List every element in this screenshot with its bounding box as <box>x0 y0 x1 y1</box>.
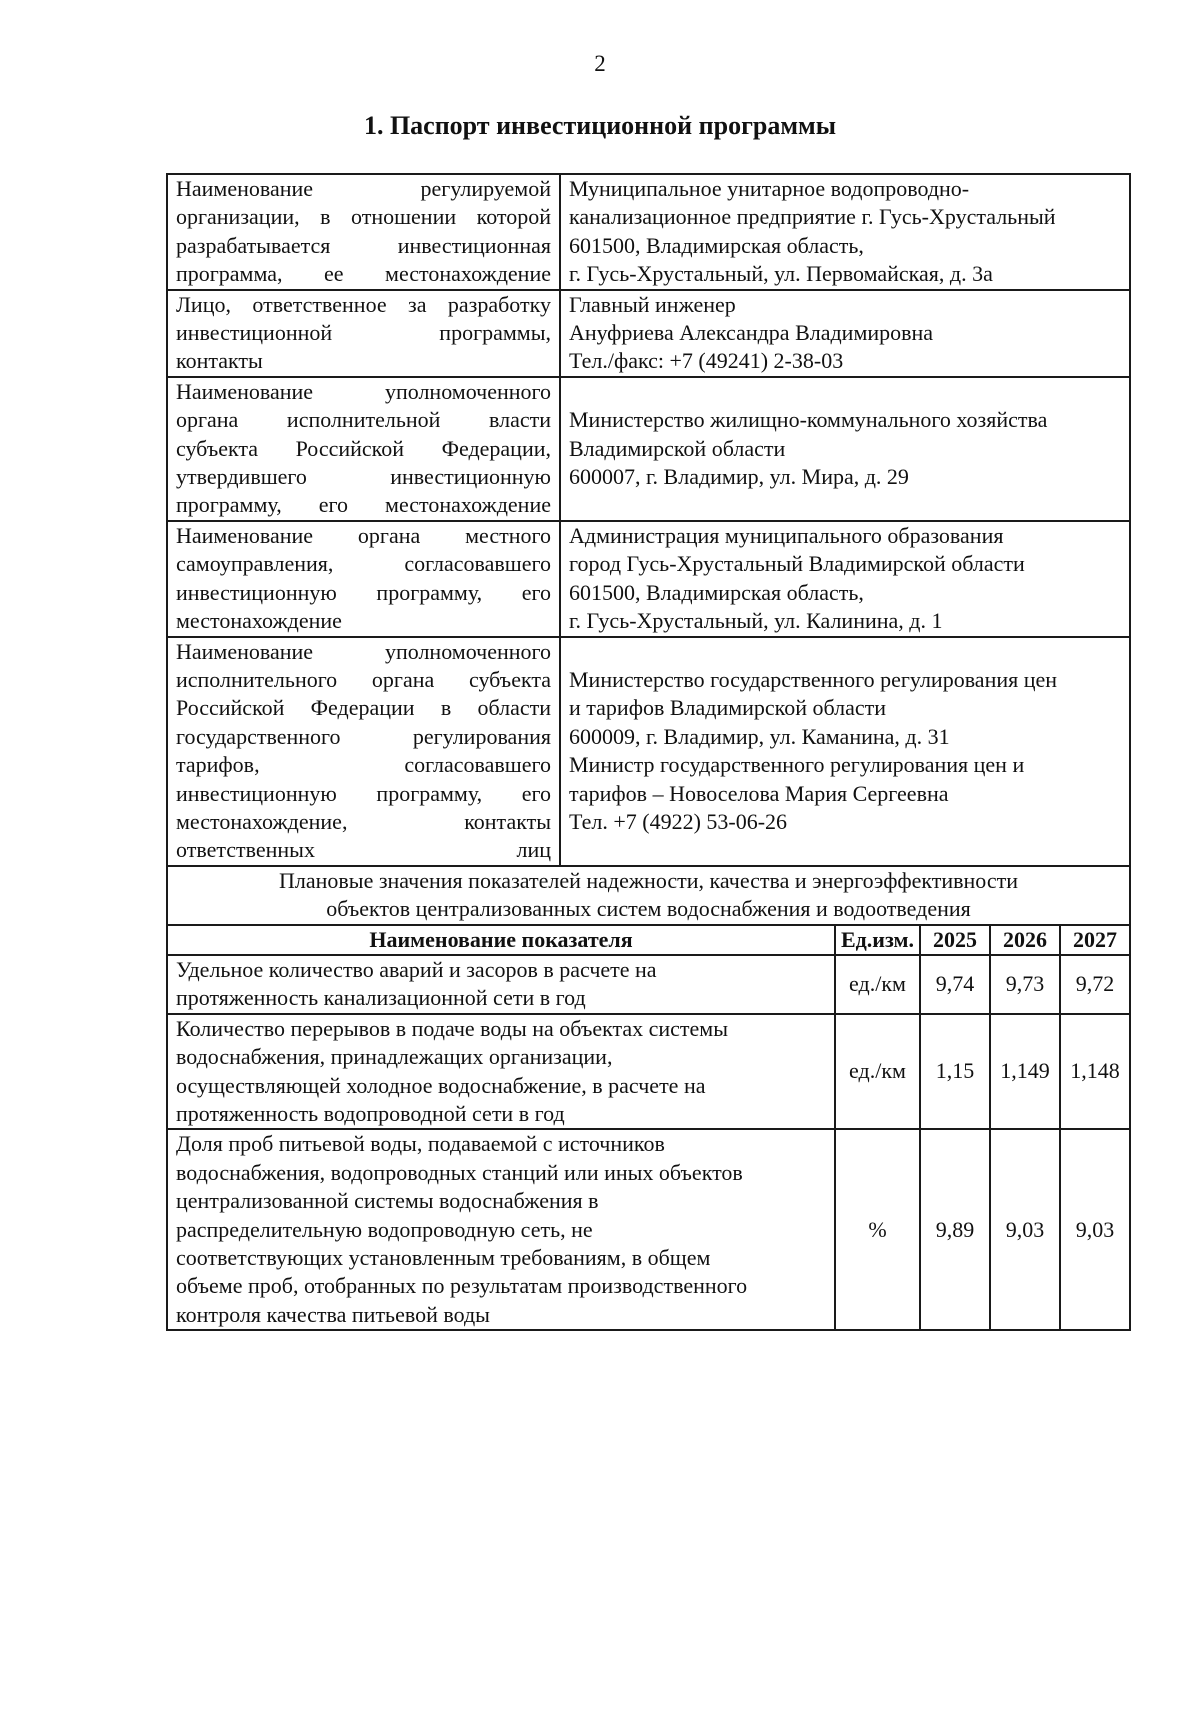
passport-label-approving-authority: Наименование уполномоченного органа исполнительной власти субъекта Российской Федерации, утвердившего инвестиционную программу, его местонахождение <box>167 377 560 521</box>
indicator-row <box>167 1129 1130 1330</box>
passport-label-tariff-authority: Наименование уполномоченного исполнительного органа субъекта Российской Федерации в области государственного регулирования тарифов, согласовавшего инвестиционную программу, его местонахождение, контакты ответственных лиц <box>167 637 560 866</box>
passport-row-organization <box>167 174 1130 290</box>
passport-table <box>166 173 1131 1331</box>
indicator-value-2026: 1,149 <box>990 1014 1060 1130</box>
indicator-year-2026-header: 2026 <box>990 925 1060 955</box>
page-number: 2 <box>594 51 606 76</box>
passport-label-organization: Наименование регулируемой организации, в отношении которой разрабатывается инвестиционная программа, ее местонахождение <box>167 174 560 290</box>
document-title: 1. Паспорт инвестиционной программы <box>363 111 837 140</box>
indicator-name: Удельное количество аварий и засоров в расчете на протяженность канализационной сети в год <box>167 955 835 1014</box>
indicator-value-2025: 9,74 <box>920 955 990 1014</box>
passport-row-tariff-authority <box>167 637 1130 866</box>
indicator-year-2027-header: 2027 <box>1060 925 1130 955</box>
passport-row-approving-authority <box>167 377 1130 521</box>
passport-value-tariff-authority: Министерство государственного регулирования цен и тарифов Владимирской области 600009, г. Владимир, ул. Каманина, д. 31 Министр государственного регулирования цен и тарифов – Новоселова Мария Сергеевна Тел. +7 (4922) 53-06-26 <box>560 637 1130 866</box>
indicator-row <box>167 1014 1130 1130</box>
passport-value-approving-authority: Министерство жилищно-коммунального хозяйства Владимирской области 600007, г. Владимир, ул. Мира, д. 29 <box>560 377 1130 521</box>
indicator-unit: ед./км <box>835 1014 920 1130</box>
passport-row-local-government <box>167 521 1130 637</box>
indicator-value-2026: 9,73 <box>990 955 1060 1014</box>
indicator-value-2025: 1,15 <box>920 1014 990 1130</box>
indicator-unit: ед./км <box>835 955 920 1014</box>
indicators-header-row <box>167 925 1130 955</box>
indicator-year-2025-header: 2025 <box>920 925 990 955</box>
indicator-unit: % <box>835 1129 920 1330</box>
indicator-name: Количество перерывов в подаче воды на объектах системы водоснабжения, принадлежащих организации, осуществляющей холодное водоснабжение, в расчете на протяженность водопроводной сети в год <box>167 1014 835 1130</box>
indicators-section-title: Плановые значения показателей надежности, качества и энергоэффективности объектов централизованных систем водоснабжения и водоотведения <box>167 866 1130 925</box>
indicator-value-2025: 9,89 <box>920 1129 990 1330</box>
passport-row-responsible-person <box>167 290 1130 377</box>
indicator-value-2027: 1,148 <box>1060 1014 1130 1130</box>
passport-value-local-government: Администрация муниципального образования город Гусь-Хрустальный Владимирской области 601500, Владимирская область, г. Гусь-Хрустальный, ул. Калинина, д. 1 <box>560 521 1130 637</box>
indicator-value-2027: 9,72 <box>1060 955 1130 1014</box>
passport-label-responsible-person: Лицо, ответственное за разработку инвестиционной программы, контакты <box>167 290 560 377</box>
passport-value-responsible-person: Главный инженер Ануфриева Александра Владимировна Тел./факс: +7 (49241) 2-38-03 <box>560 290 1130 377</box>
passport-label-local-government: Наименование органа местного самоуправления, согласовавшего инвестиционную программу, его местонахождение <box>167 521 560 637</box>
indicator-unit-header: Ед.изм. <box>835 925 920 955</box>
indicator-value-2026: 9,03 <box>990 1129 1060 1330</box>
indicator-name-header: Наименование показателя <box>167 925 835 955</box>
indicator-row <box>167 955 1130 1014</box>
indicators-section-row <box>167 866 1130 925</box>
indicator-value-2027: 9,03 <box>1060 1129 1130 1330</box>
passport-value-organization: Муниципальное унитарное водопроводно- канализационное предприятие г. Гусь-Хрустальный 601500, Владимирская область, г. Гусь-Хрустальный, ул. Первомайская, д. 3а <box>560 174 1130 290</box>
indicator-name: Доля проб питьевой воды, подаваемой с источников водоснабжения, водопроводных станций или иных объектов централизованной системы водоснабжения в распределительную водопроводную сеть, не соответствующих установленным требованиям, в общем объеме проб, отобранных по результатам производственного контроля качества питьевой воды <box>167 1129 835 1330</box>
